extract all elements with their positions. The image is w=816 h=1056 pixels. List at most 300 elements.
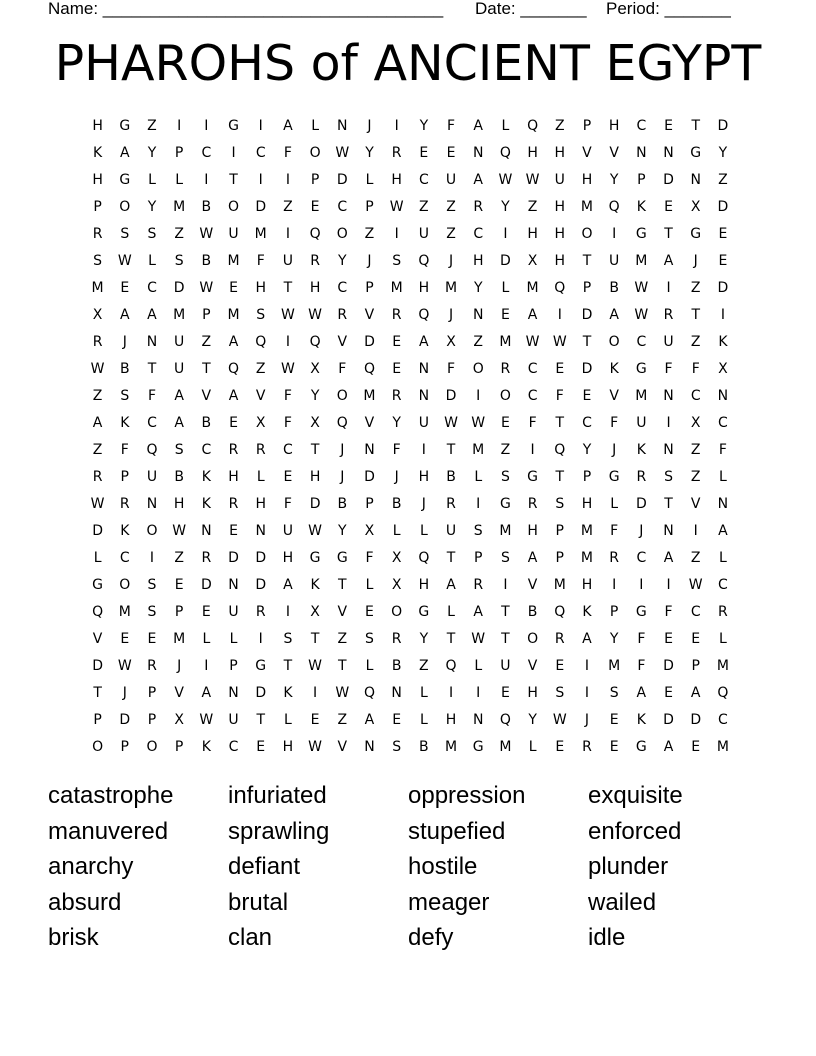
grid-letter: Q bbox=[228, 360, 240, 377]
grid-letter: T bbox=[256, 712, 265, 729]
grid-letter: R bbox=[718, 604, 728, 621]
grid-letter: M bbox=[91, 279, 104, 296]
grid-letter: N bbox=[201, 522, 212, 539]
grid-letter: T bbox=[555, 468, 565, 485]
grid-letter: B bbox=[174, 468, 184, 485]
grid-letter: J bbox=[584, 712, 590, 729]
grid-letter: S bbox=[500, 468, 510, 485]
grid-letter: D bbox=[364, 468, 375, 485]
grid-letter: X bbox=[391, 550, 402, 567]
grid-letter: R bbox=[255, 441, 266, 458]
grid-letter: J bbox=[122, 685, 127, 702]
grid-letter: R bbox=[119, 495, 130, 512]
grid-letter: M bbox=[553, 577, 566, 594]
grid-letter: T bbox=[582, 252, 592, 269]
grid-letter: W bbox=[471, 414, 486, 431]
grid-letter: N bbox=[337, 117, 348, 134]
grid-letter: O bbox=[527, 631, 539, 648]
word-bank-item: enforced bbox=[588, 817, 682, 845]
grid-letter: M bbox=[580, 522, 594, 539]
grid-letter: J bbox=[394, 468, 399, 485]
grid-letter: E bbox=[664, 198, 673, 215]
grid-letter: J bbox=[340, 441, 345, 458]
grid-letter: R bbox=[391, 306, 402, 323]
grid-letter: U bbox=[146, 468, 158, 485]
grid-letter: C bbox=[283, 441, 293, 458]
grid-letter: X bbox=[527, 252, 538, 269]
grid-letter: S bbox=[283, 631, 293, 648]
grid-letter: A bbox=[228, 387, 239, 404]
grid-letter: U bbox=[663, 333, 674, 350]
grid-letter: H bbox=[527, 522, 538, 539]
grid-letter: A bbox=[364, 712, 375, 729]
grid-letter: O bbox=[119, 198, 131, 215]
grid-letter: Y bbox=[419, 117, 429, 134]
grid-letter: W bbox=[634, 306, 649, 323]
grid-letter: N bbox=[146, 495, 158, 512]
grid-letter: G bbox=[635, 604, 647, 621]
grid-letter: F bbox=[392, 441, 401, 458]
grid-letter: K bbox=[201, 468, 211, 485]
grid-letter: H bbox=[554, 252, 566, 269]
grid-letter: M bbox=[173, 306, 186, 323]
grid-letter: C bbox=[636, 333, 647, 350]
grid-letter: R bbox=[201, 550, 212, 567]
grid-letter: M bbox=[173, 198, 186, 215]
grid-letter: D bbox=[663, 658, 674, 675]
grid-letter: I bbox=[204, 658, 209, 675]
grid-letter: P bbox=[582, 117, 592, 134]
grid-letter: R bbox=[446, 495, 456, 512]
grid-letter: F bbox=[610, 522, 619, 539]
grid-letter: M bbox=[608, 658, 621, 675]
grid-letter: C bbox=[337, 279, 348, 296]
grid-letter: H bbox=[391, 171, 402, 188]
grid-letter: M bbox=[526, 279, 539, 296]
grid-letter: D bbox=[445, 387, 457, 404]
grid-letter: K bbox=[120, 522, 130, 539]
grid-letter: T bbox=[446, 550, 456, 567]
grid-letter: O bbox=[472, 360, 484, 377]
grid-letter: A bbox=[147, 306, 157, 323]
grid-letter: G bbox=[92, 577, 104, 594]
grid-letter: X bbox=[92, 306, 103, 323]
grid-letter: M bbox=[716, 658, 729, 675]
grid-letter: P bbox=[174, 739, 184, 756]
grid-letter: U bbox=[228, 712, 239, 729]
grid-letter: E bbox=[120, 279, 130, 296]
grid-letter: Z bbox=[92, 441, 103, 458]
grid-letter: M bbox=[716, 739, 729, 756]
date-field-label: Date: _______ bbox=[475, 0, 587, 18]
grid-letter: P bbox=[93, 712, 102, 729]
grid-letter: E bbox=[664, 631, 673, 648]
grid-letter: T bbox=[93, 685, 102, 702]
word-bank-item: defiant bbox=[228, 853, 301, 880]
grid-letter: Z bbox=[147, 117, 157, 134]
grid-letter: Q bbox=[309, 225, 321, 242]
grid-letter: L bbox=[419, 685, 428, 702]
grid-letter: J bbox=[367, 252, 372, 269]
grid-letter: W bbox=[199, 712, 214, 729]
grid-letter: K bbox=[636, 441, 646, 458]
grid-letter: H bbox=[92, 117, 103, 134]
grid-letter: W bbox=[335, 144, 350, 161]
grid-letter: O bbox=[92, 739, 104, 756]
grid-letter: X bbox=[364, 522, 375, 539]
grid-letter: C bbox=[582, 414, 592, 431]
grid-letter: Y bbox=[310, 387, 320, 404]
grid-letter: F bbox=[528, 414, 537, 431]
grid-letter: L bbox=[392, 522, 401, 539]
grid-letter: Q bbox=[527, 117, 539, 134]
grid-letter: S bbox=[555, 495, 565, 512]
grid-letter: Z bbox=[690, 468, 701, 485]
grid-letter: D bbox=[173, 279, 185, 296]
grid-letter: N bbox=[418, 360, 430, 377]
grid-letter: L bbox=[93, 550, 102, 567]
word-bank-item: clan bbox=[228, 924, 273, 951]
grid-letter: I bbox=[448, 685, 454, 702]
grid-letter: N bbox=[663, 441, 674, 458]
grid-letter: H bbox=[255, 495, 266, 512]
grid-letter: E bbox=[419, 144, 429, 161]
grid-letter: Y bbox=[582, 441, 592, 458]
grid-letter: R bbox=[92, 468, 103, 485]
grid-letter: I bbox=[285, 171, 290, 188]
grid-letter: A bbox=[473, 171, 483, 188]
grid-letter: F bbox=[365, 550, 374, 567]
grid-letter: G bbox=[527, 468, 539, 485]
grid-letter: T bbox=[664, 495, 673, 512]
word-bank-item: meager bbox=[408, 888, 490, 916]
grid-letter: G bbox=[336, 550, 348, 567]
grid-letter: N bbox=[472, 306, 484, 323]
grid-letter: X bbox=[718, 360, 728, 377]
grid-letter: Y bbox=[473, 279, 483, 296]
grid-letter: A bbox=[119, 144, 130, 161]
grid-letter: Z bbox=[690, 550, 701, 567]
grid-letter: R bbox=[337, 306, 348, 323]
grid-letter: H bbox=[418, 468, 430, 485]
grid-letter: P bbox=[365, 279, 374, 296]
grid-letter: L bbox=[202, 631, 211, 648]
grid-letter: R bbox=[92, 333, 103, 350]
grid-letter: C bbox=[527, 360, 538, 377]
grid-letter: I bbox=[258, 631, 263, 648]
grid-letter: S bbox=[120, 387, 130, 404]
grid-letter: D bbox=[717, 279, 729, 296]
grid-letter: K bbox=[283, 685, 293, 702]
grid-letter: S bbox=[609, 685, 619, 702]
grid-letter: Z bbox=[554, 117, 565, 134]
grid-letter: X bbox=[690, 414, 701, 431]
grid-letter: T bbox=[338, 577, 347, 594]
grid-letter: H bbox=[554, 225, 566, 242]
grid-letter: D bbox=[717, 198, 729, 215]
grid-letter: E bbox=[147, 631, 157, 648]
grid-letter: S bbox=[147, 225, 157, 242]
grid-letter: H bbox=[418, 279, 430, 296]
grid-letter: E bbox=[555, 739, 565, 756]
grid-letter: E bbox=[718, 225, 728, 242]
grid-letter: M bbox=[580, 198, 594, 215]
grid-letter: M bbox=[635, 387, 648, 404]
letter-grid bbox=[84, 112, 737, 761]
grid-letter: Q bbox=[717, 685, 729, 702]
grid-letter: F bbox=[447, 117, 456, 134]
word-bank-item: wailed bbox=[588, 888, 657, 916]
grid-letter: H bbox=[581, 495, 593, 512]
grid-letter: G bbox=[690, 144, 702, 161]
grid-letter: O bbox=[119, 577, 131, 594]
grid-letter: T bbox=[338, 658, 347, 675]
grid-letter: Z bbox=[500, 441, 511, 458]
grid-letter: C bbox=[690, 387, 701, 404]
grid-letter: L bbox=[365, 658, 374, 675]
grid-letter: C bbox=[718, 414, 728, 431]
grid-letter: E bbox=[392, 360, 402, 377]
grid-letter: P bbox=[582, 468, 592, 485]
grid-letter: Q bbox=[418, 550, 430, 567]
grid-letter: I bbox=[584, 658, 590, 675]
grid-letter: Q bbox=[445, 658, 457, 675]
grid-letter: E bbox=[500, 306, 510, 323]
word-bank-item: anarchy bbox=[48, 853, 134, 880]
grid-letter: Q bbox=[336, 414, 348, 431]
grid-letter: H bbox=[581, 171, 593, 188]
grid-letter: X bbox=[391, 577, 402, 594]
grid-letter: W bbox=[117, 658, 132, 675]
grid-letter: R bbox=[228, 441, 239, 458]
grid-letter: W bbox=[688, 577, 703, 594]
grid-letter: M bbox=[499, 739, 512, 756]
page-title: PHAROHS of ANCIENT EGYPT bbox=[54, 35, 762, 92]
grid-letter: E bbox=[392, 712, 402, 729]
grid-letter: D bbox=[690, 712, 702, 729]
grid-letter: Y bbox=[718, 144, 728, 161]
grid-letter: H bbox=[418, 577, 430, 594]
grid-letter: Z bbox=[283, 198, 293, 215]
grid-letter: E bbox=[446, 144, 456, 161]
grid-letter: E bbox=[555, 658, 565, 675]
grid-letter: D bbox=[255, 550, 267, 567]
grid-letter: C bbox=[147, 414, 157, 431]
grid-letter: L bbox=[175, 171, 184, 188]
grid-letter: T bbox=[446, 631, 456, 648]
grid-letter: O bbox=[336, 387, 348, 404]
grid-letter: A bbox=[663, 252, 674, 269]
grid-letter: S bbox=[174, 252, 184, 269]
grid-letter: Q bbox=[554, 279, 566, 296]
grid-letter: Y bbox=[147, 198, 157, 215]
grid-letter: Z bbox=[174, 225, 184, 242]
grid-letter: X bbox=[174, 712, 184, 729]
grid-letter: H bbox=[282, 739, 294, 756]
grid-letter: C bbox=[690, 604, 701, 621]
grid-letter: Z bbox=[690, 279, 701, 296]
grid-letter: I bbox=[666, 414, 671, 431]
grid-letter: T bbox=[229, 171, 238, 188]
grid-letter: I bbox=[258, 117, 263, 134]
grid-letter: Q bbox=[255, 333, 267, 350]
grid-letter: O bbox=[336, 225, 348, 242]
grid-letter: F bbox=[664, 360, 673, 377]
grid-letter: O bbox=[228, 198, 240, 215]
grid-letter: P bbox=[473, 550, 483, 567]
grid-letter: E bbox=[229, 279, 238, 296]
grid-letter: W bbox=[525, 333, 540, 350]
grid-letter: I bbox=[149, 550, 155, 567]
grid-letter: U bbox=[445, 522, 457, 539]
grid-letter: R bbox=[147, 658, 157, 675]
grid-letter: Z bbox=[718, 171, 728, 188]
grid-letter: L bbox=[474, 468, 483, 485]
grid-letter: H bbox=[92, 171, 103, 188]
grid-letter: Y bbox=[147, 144, 157, 161]
grid-letter: W bbox=[335, 685, 350, 702]
grid-letter: B bbox=[201, 252, 212, 269]
grid-letter: W bbox=[525, 171, 540, 188]
grid-letter: D bbox=[119, 712, 131, 729]
grid-letter: S bbox=[93, 252, 103, 269]
grid-letter: W bbox=[199, 225, 214, 242]
grid-letter: D bbox=[92, 658, 103, 675]
grid-letter: Z bbox=[92, 387, 103, 404]
grid-letter: S bbox=[147, 577, 157, 594]
grid-letter: L bbox=[148, 171, 156, 188]
grid-letter: N bbox=[364, 441, 375, 458]
grid-letter: F bbox=[283, 387, 292, 404]
grid-letter: L bbox=[501, 117, 510, 134]
grid-letter: I bbox=[612, 225, 617, 242]
grid-letter: E bbox=[664, 685, 673, 702]
grid-letter: S bbox=[174, 441, 184, 458]
grid-letter: H bbox=[554, 198, 566, 215]
header bbox=[48, 0, 768, 20]
grid-letter: B bbox=[609, 279, 619, 296]
grid-letter: F bbox=[555, 387, 564, 404]
grid-letter: N bbox=[364, 739, 375, 756]
grid-letter: K bbox=[120, 414, 130, 431]
grid-letter: V bbox=[364, 414, 375, 431]
grid-letter: P bbox=[147, 712, 157, 729]
grid-letter: V bbox=[255, 387, 266, 404]
grid-letter: L bbox=[229, 631, 238, 648]
grid-letter: P bbox=[555, 522, 564, 539]
grid-letter: S bbox=[664, 468, 673, 485]
grid-letter: D bbox=[581, 306, 593, 323]
grid-letter: M bbox=[635, 252, 648, 269]
grid-letter: G bbox=[228, 117, 239, 134]
grid-letter: W bbox=[308, 658, 323, 675]
grid-letter: V bbox=[364, 306, 375, 323]
grid-letter: P bbox=[691, 658, 700, 675]
grid-letter: W bbox=[280, 360, 295, 377]
grid-letter: O bbox=[499, 387, 511, 404]
grid-letter: K bbox=[201, 739, 211, 756]
grid-letter: N bbox=[228, 577, 239, 594]
grid-letter: I bbox=[421, 441, 426, 458]
grid-letter: E bbox=[664, 117, 673, 134]
word-bank-item: defy bbox=[408, 924, 454, 951]
grid-letter: H bbox=[527, 685, 538, 702]
grid-letter: Z bbox=[174, 550, 184, 567]
grid-letter: Q bbox=[499, 712, 511, 729]
grid-letter: L bbox=[365, 171, 374, 188]
grid-letter: K bbox=[636, 198, 646, 215]
grid-letter: A bbox=[609, 306, 619, 323]
grid-letter: U bbox=[418, 414, 429, 431]
grid-letter: F bbox=[283, 495, 292, 512]
grid-letter: V bbox=[527, 577, 538, 594]
grid-letter: O bbox=[309, 144, 321, 161]
grid-letter: E bbox=[555, 360, 565, 377]
grid-letter: Q bbox=[608, 198, 620, 215]
grid-letter: Y bbox=[338, 252, 347, 269]
grid-letter: G bbox=[119, 117, 131, 134]
grid-letter: T bbox=[691, 117, 700, 134]
grid-letter: I bbox=[204, 171, 209, 188]
grid-letter: N bbox=[228, 685, 239, 702]
grid-letter: M bbox=[227, 252, 240, 269]
grid-letter: I bbox=[612, 577, 617, 594]
grid-letter: Q bbox=[554, 604, 566, 621]
grid-letter: A bbox=[92, 414, 103, 431]
grid-letter: H bbox=[554, 144, 566, 161]
grid-letter: P bbox=[609, 604, 619, 621]
grid-letter: N bbox=[663, 144, 674, 161]
grid-letter: A bbox=[283, 117, 293, 134]
grid-letter: B bbox=[201, 198, 212, 215]
grid-letter: Z bbox=[419, 658, 429, 675]
grid-letter: L bbox=[256, 468, 265, 485]
grid-letter: I bbox=[530, 441, 535, 458]
grid-letter: W bbox=[444, 414, 458, 431]
grid-letter: T bbox=[501, 604, 510, 621]
grid-letter: M bbox=[499, 522, 512, 539]
grid-letter: M bbox=[472, 441, 485, 458]
grid-letter: Z bbox=[419, 198, 429, 215]
grid-letter: W bbox=[90, 495, 105, 512]
grid-letter: L bbox=[719, 550, 727, 567]
grid-letter: O bbox=[608, 333, 620, 350]
grid-letter: T bbox=[310, 631, 320, 648]
grid-letter: L bbox=[284, 712, 292, 729]
grid-letter: G bbox=[635, 225, 647, 242]
grid-letter: K bbox=[93, 144, 103, 161]
grid-letter: C bbox=[255, 144, 266, 161]
grid-letter: E bbox=[310, 712, 320, 729]
word-bank-item: oppression bbox=[408, 782, 526, 809]
grid-letter: V bbox=[527, 658, 538, 675]
grid-letter: C bbox=[636, 117, 647, 134]
grid-letter: T bbox=[664, 225, 673, 242]
grid-letter: M bbox=[363, 387, 376, 404]
grid-letter: T bbox=[310, 441, 320, 458]
word-bank-item: infuriated bbox=[228, 782, 327, 809]
grid-letter: V bbox=[337, 333, 348, 350]
grid-letter: T bbox=[501, 631, 510, 648]
grid-letter: H bbox=[282, 550, 294, 567]
grid-letter: I bbox=[231, 144, 236, 161]
grid-letter: E bbox=[310, 198, 320, 215]
grid-letter: A bbox=[283, 577, 293, 594]
grid-letter: H bbox=[527, 144, 538, 161]
grid-letter: M bbox=[118, 604, 131, 621]
grid-letter: E bbox=[582, 387, 592, 404]
grid-letter: W bbox=[90, 360, 105, 377]
